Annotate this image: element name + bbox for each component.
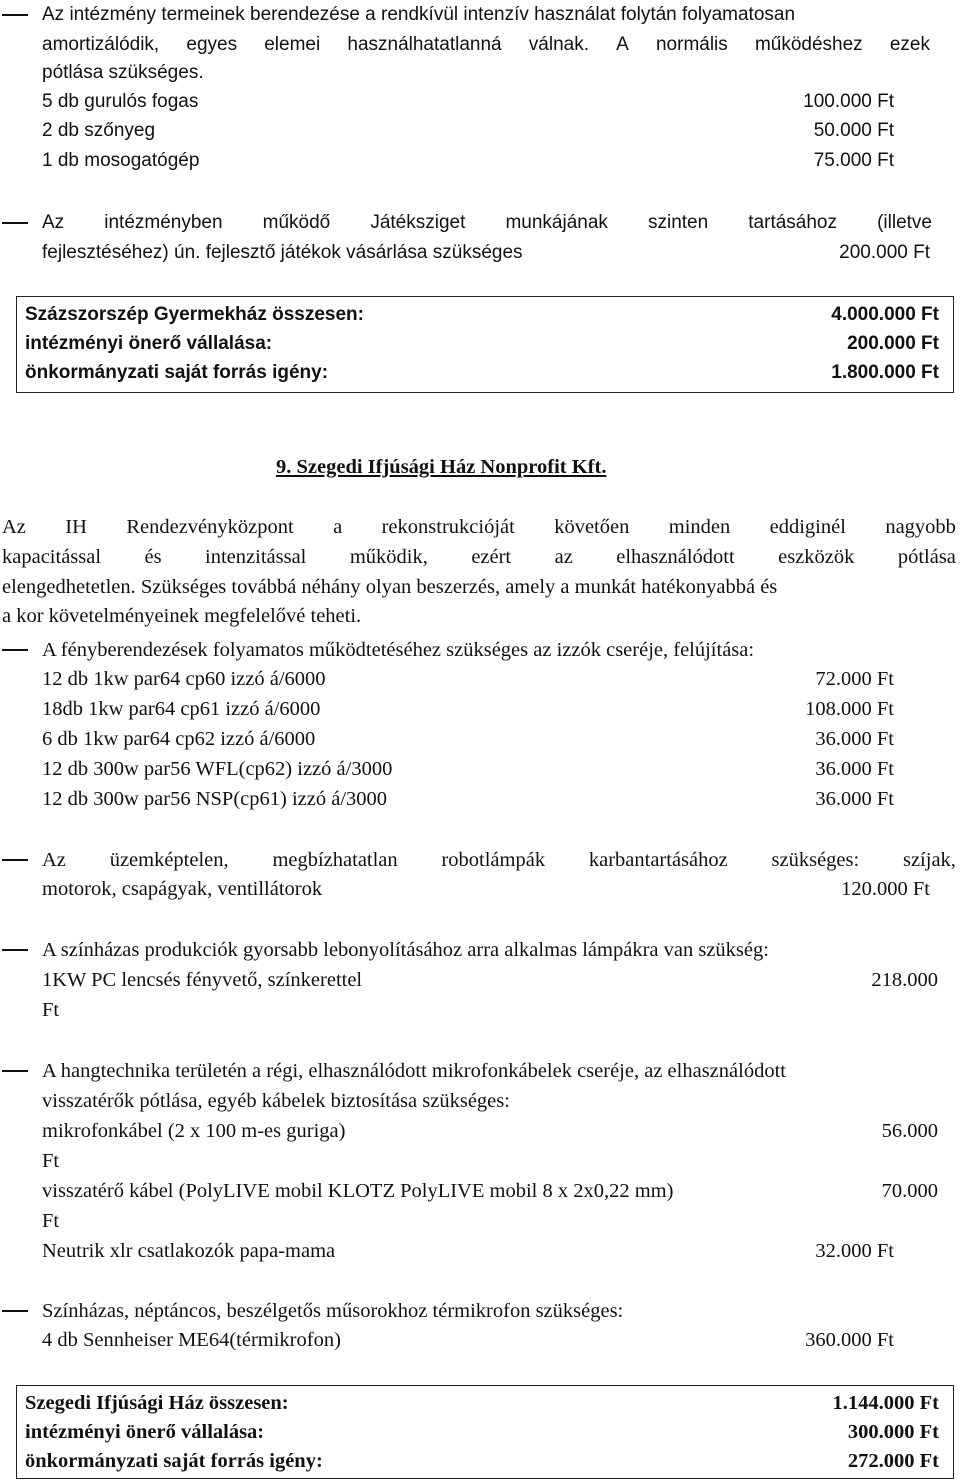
summary-label: intézményi önerő vállalása: (25, 333, 273, 354)
summary-label: önkormányzati saját forrás igény: (25, 362, 329, 383)
para-line-4: a kor követelményeinek megfelelővé teheti. (2, 605, 362, 627)
neutrik-item: Neutrik xlr csatlakozók papa-mama (42, 1240, 336, 1262)
word: ezért (471, 546, 512, 568)
word: nagyobb (885, 516, 956, 538)
word: egyes (186, 34, 238, 55)
summary-value: 200.000 Ft (847, 333, 939, 354)
theater-item: 1KW PC lencsés fényvető, színkerettel (42, 969, 363, 991)
intro-line-3: pótlása szükséges. (42, 62, 204, 83)
summary-label: Szegedi Ifjúsági Ház összesen: (25, 1392, 289, 1414)
word: ezek (889, 34, 930, 55)
summary-value: 4.000.000 Ft (831, 304, 939, 325)
word: IH (65, 516, 87, 538)
summary-value: 1.800.000 Ft (831, 362, 939, 383)
dash-bullet-icon (0, 845, 30, 875)
light-item-price: 36.000 Ft (815, 758, 894, 780)
dash-bullet-icon (0, 935, 30, 965)
item-name: 2 db szőnyeg (42, 120, 156, 141)
summary-value: 300.000 Ft (847, 1421, 939, 1443)
word: és (144, 546, 162, 568)
item-name: 5 db gurulós fogas (42, 91, 199, 112)
neutrik-price: 32.000 Ft (815, 1240, 894, 1262)
light-item-price: 108.000 Ft (805, 698, 894, 720)
word: követően (554, 516, 630, 538)
robot-line-1 (42, 845, 956, 875)
summary-box (16, 1385, 954, 1479)
item-price: 100.000 Ft (803, 91, 894, 112)
light-item-name: 12 db 1kw par64 cp60 izzó á/6000 (42, 668, 326, 690)
sound-line-1: A hangtechnika területén a régi, elhasználódott mikrofonkábelek cseréje, az elhasználódott (42, 1060, 786, 1082)
word: karbantartásához (588, 849, 728, 871)
word: minden (668, 516, 731, 538)
sound-item-name: visszatérő kábel (PolyLIVE mobil KLOTZ PolyLIVE mobil 8 x 2x0,22 mm) (42, 1180, 674, 1202)
summary-value: 1.144.000 Ft (832, 1392, 939, 1414)
word: kapacitással (2, 546, 102, 568)
theater-price: 218.000 (871, 969, 938, 991)
word: Az (42, 212, 65, 233)
word: A (616, 34, 629, 55)
word: tartásához (748, 212, 837, 233)
word: amortizálódik, (42, 34, 160, 55)
light-item-price: 72.000 Ft (815, 668, 894, 690)
word: üzemképtelen, (109, 849, 229, 871)
sound-item-currency: Ft (42, 1150, 60, 1172)
summary-value: 272.000 Ft (847, 1450, 939, 1472)
light-item-name: 12 db 300w par56 WFL(cp62) izzó á/3000 (42, 758, 393, 780)
para-line-1 (2, 512, 956, 542)
mic-price: 360.000 Ft (805, 1329, 894, 1351)
word: intézményben (104, 212, 223, 233)
word: Játéksziget (370, 212, 466, 233)
word: intenzitással (205, 546, 307, 568)
word: Az (2, 516, 26, 538)
summary-label: intézményi önerő vállalása: (25, 1421, 265, 1443)
mic-item: 4 db Sennheiser ME64(térmikrofon) (42, 1329, 341, 1351)
light-item-name: 12 db 300w par56 NSP(cp61) izzó á/3000 (42, 788, 388, 810)
word: szinten (647, 212, 709, 233)
robot-line-2: motorok, csapágyak, ventillátorok (42, 878, 323, 900)
theater-line-1: A színházas produkciók gyorsabb lebonyolításához arra alkalmas lámpákra van szükség: (42, 939, 769, 961)
word: válnak. (528, 34, 589, 55)
light-item-price: 36.000 Ft (815, 788, 894, 810)
sound-item-price: 70.000 (881, 1180, 938, 1202)
intro-line-1: Az intézmény termeinek berendezése a rendkívül intenzív használat folytán folyamatosan (42, 4, 796, 25)
sound-item-currency: Ft (42, 1210, 60, 1232)
dash-bullet-icon (0, 0, 30, 30)
word: működéshez (754, 34, 863, 55)
dash-bullet-icon (0, 208, 30, 238)
intro-line-2 (42, 30, 930, 60)
word: szükséges: (771, 849, 860, 871)
word: normális (655, 34, 728, 55)
game-price: 200.000 Ft (839, 242, 930, 263)
word: Az (42, 849, 66, 871)
para-line-3: elengedhetetlen. Szükséges továbbá néhány olyan beszerzés, amely a munkát hatékonyabbá és (2, 576, 778, 598)
summary-label: Százszorszép Gyermekház összesen: (25, 304, 364, 325)
item-price: 50.000 Ft (813, 120, 894, 141)
word: használhatatlanná (347, 34, 502, 55)
game-line-1 (42, 208, 932, 238)
light-item-name: 6 db 1kw par64 cp62 izzó á/6000 (42, 728, 316, 750)
word: eszközök (778, 546, 855, 568)
light-item-name: 18db 1kw par64 cp61 izzó á/6000 (42, 698, 321, 720)
word: pótlása (897, 546, 956, 568)
item-name: 1 db mosogatógép (42, 150, 200, 171)
dash-bullet-icon (0, 635, 30, 665)
dash-bullet-icon (0, 1056, 30, 1086)
dash-bullet-icon (0, 1296, 30, 1326)
word: megbízhatatlan (272, 849, 398, 871)
robot-price: 120.000 Ft (841, 878, 930, 900)
light-intro: A fényberendezések folyamatos működtetéséhez szükséges az izzók cseréje, felújítása: (42, 639, 755, 661)
item-price: 75.000 Ft (813, 150, 894, 171)
word: elemei (264, 34, 321, 55)
light-item-price: 36.000 Ft (815, 728, 894, 750)
word: Rendezvényközpont (126, 516, 294, 538)
word: robotlámpák (441, 849, 546, 871)
summary-box (16, 296, 954, 393)
word: munkájának (505, 212, 608, 233)
summary-label: önkormányzati saját forrás igény: (25, 1450, 323, 1472)
sound-line-2: visszatérők pótlása, egyéb kábelek biztosítása szükséges: (42, 1090, 510, 1112)
word: rekonstrukcióját (381, 516, 515, 538)
para-line-2 (2, 542, 956, 572)
sound-item-name: mikrofonkábel (2 x 100 m-es guriga) (42, 1120, 346, 1142)
word: (illetve (877, 212, 932, 233)
section-title: 9. Szegedi Ifjúsági Ház Nonprofit Kft. (276, 456, 607, 478)
word: elhasználódott (616, 546, 735, 568)
word: működik, (349, 546, 428, 568)
word: szíjak, (902, 849, 956, 871)
sound-item-price: 56.000 (881, 1120, 938, 1142)
word: eddiginél (769, 516, 846, 538)
word: működő (262, 212, 331, 233)
word: az (554, 546, 573, 568)
mic-line-1: Színházas, néptáncos, beszélgetős műsorokhoz térmikrofon szükséges: (42, 1300, 624, 1322)
theater-currency: Ft (42, 999, 60, 1021)
word: a (333, 516, 343, 538)
game-line-2: fejlesztéséhez) ún. fejlesztő játékok vásárlása szükséges (42, 242, 523, 263)
